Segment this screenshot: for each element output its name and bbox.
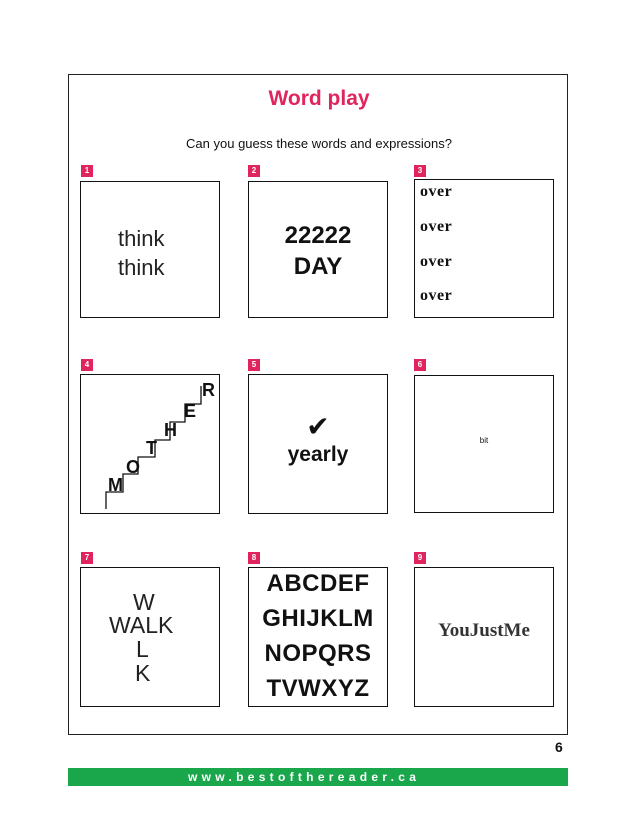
footer-url[interactable]: www.bestofthereader.ca — [188, 770, 421, 784]
puzzle-2-line: 22222 — [284, 222, 352, 249]
puzzle-3-line: over — [420, 287, 453, 304]
puzzle-7-vertical-letter: W — [133, 589, 155, 615]
checkmark-icon: ✔ — [306, 411, 330, 442]
puzzle-6-text: bit — [479, 436, 489, 445]
puzzle-7-vertical-letter: K — [135, 660, 151, 686]
puzzle-8-line: NOPQRS — [264, 640, 372, 667]
puzzle-number-5: 5 — [248, 359, 260, 371]
stair-letter-r: R — [202, 380, 215, 400]
puzzle-1-text — [118, 224, 164, 282]
puzzle-number-7: 7 — [81, 552, 93, 564]
puzzle-1-line: think — [118, 255, 165, 280]
puzzle-9-text: YouJustMe — [438, 620, 530, 641]
page-title: Word play — [268, 87, 370, 110]
stair-letter-h: H — [164, 420, 177, 440]
puzzle-7-horizontal-word: WALK — [109, 612, 174, 638]
puzzle-number-9: 9 — [414, 552, 426, 564]
stair-letter-m: M — [108, 475, 123, 495]
puzzle-5-text: yearly — [287, 443, 349, 466]
puzzle-8-line: GHIJKLM — [262, 605, 374, 632]
puzzle-8-line: ABCDEF — [266, 570, 370, 597]
page-subtitle: Can you guess these words and expressions? — [186, 136, 452, 151]
puzzle-2-text — [248, 220, 388, 282]
puzzle-8-text — [248, 566, 388, 706]
puzzle-number-6: 6 — [414, 359, 426, 371]
puzzle-2-line: DAY — [293, 253, 343, 280]
puzzle-number-2: 2 — [248, 165, 260, 177]
puzzle-number-3: 3 — [414, 165, 426, 177]
page-number: 6 — [555, 739, 563, 755]
puzzle-7-vertical-letter: L — [136, 636, 149, 662]
puzzle-3-line: over — [420, 183, 453, 200]
stair-letter-t: T — [146, 438, 157, 458]
puzzle-number-8: 8 — [248, 552, 260, 564]
stair-letter-o: O — [126, 457, 141, 477]
puzzle-3-line: over — [420, 253, 453, 270]
puzzle-1-line: think — [118, 226, 165, 251]
stair-letter-e: E — [184, 401, 197, 421]
puzzle-number-4: 4 — [81, 359, 93, 371]
puzzle-3-line: over — [420, 218, 453, 235]
puzzle-number-1: 1 — [81, 165, 93, 177]
puzzle-8-line: TVWXYZ — [266, 675, 370, 702]
